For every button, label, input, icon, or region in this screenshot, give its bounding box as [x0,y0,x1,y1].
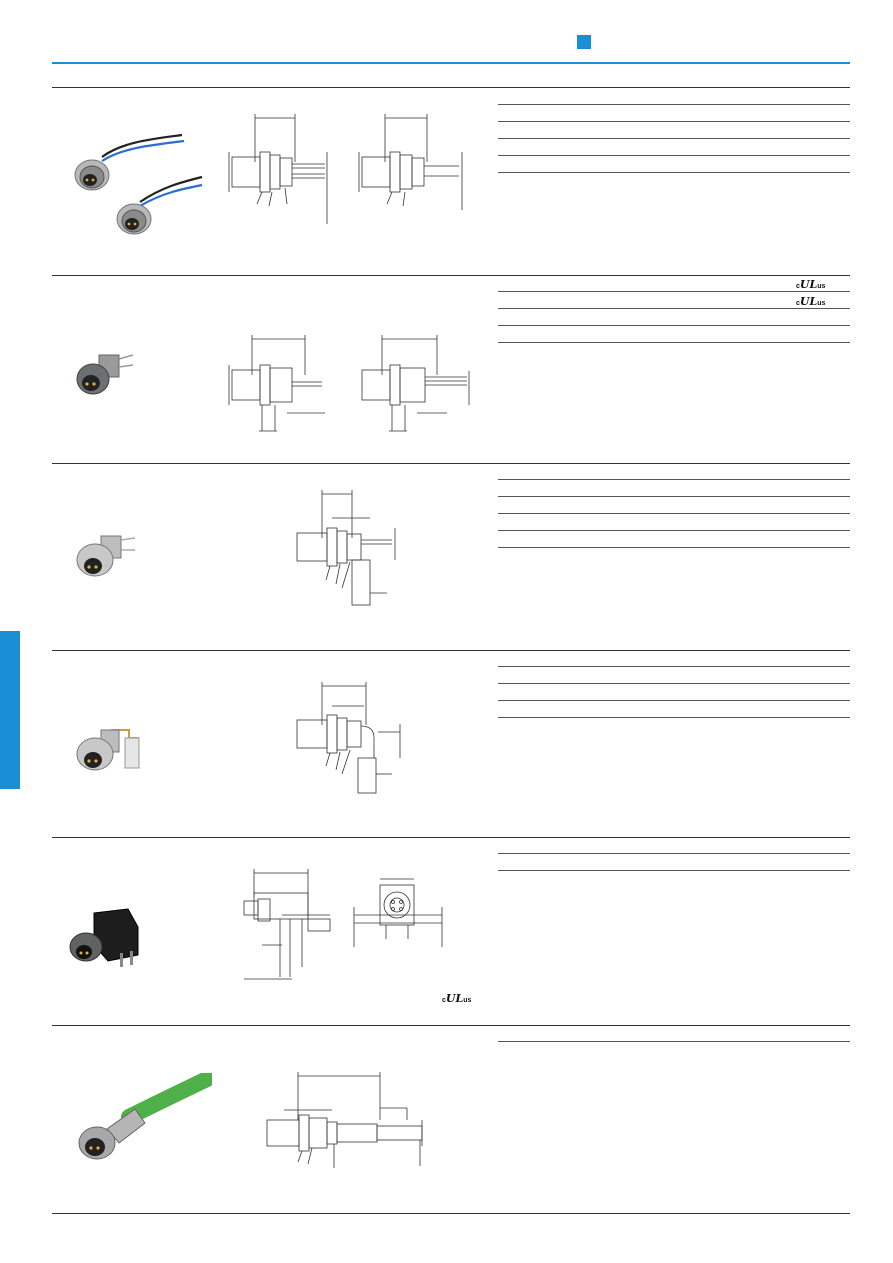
spec-row-line [498,683,850,684]
spec-row-line [498,342,850,343]
spec-row-line [498,121,850,122]
spec-row-line [498,325,850,326]
product-section-3 [52,463,850,651]
spec-row-line [498,853,850,854]
spec-row-line [498,172,850,173]
product-photo [67,528,147,588]
product-section-4 [52,650,850,838]
spec-row-line [498,496,850,497]
spec-row-line [498,700,850,701]
dimension-drawing [292,488,412,613]
product-section-5 [52,837,850,1025]
spec-row-line [498,666,850,667]
dimension-drawing [262,1070,437,1170]
accent-square-icon [577,35,591,49]
ul-certification-icon: cULus [442,992,472,1005]
spec-row-line [498,104,850,105]
product-section-2 [52,275,850,463]
spec-row-line [498,291,850,292]
ul-certification-icon: cULus [796,295,826,308]
product-section-6 [52,1025,850,1213]
section-rule [52,1025,850,1026]
spec-row-line [498,547,850,548]
product-photo [67,1073,212,1173]
dimension-drawing-front [242,867,342,987]
spec-row-line [498,479,850,480]
section-rule [52,275,850,276]
product-photo [62,127,212,247]
spec-row-line [498,1041,850,1042]
product-photo [67,345,147,405]
spec-row-line [498,138,850,139]
product-photo [64,905,154,975]
product-section-1 [52,87,850,275]
section-rule [52,650,850,651]
product-photo [67,720,152,785]
dimension-drawing-front [227,112,337,227]
spec-row-line [498,513,850,514]
spec-row-line [498,530,850,531]
spec-row-line [498,308,850,309]
dimension-drawing-side [352,867,447,957]
dimension-drawing-front [227,335,337,435]
dimension-drawing-side [357,112,472,212]
spec-row-line [498,155,850,156]
spec-row-line [498,717,850,718]
bottom-rule [52,1213,850,1214]
dimension-drawing-side [357,335,477,435]
header-rule [52,62,850,64]
section-rule [52,463,850,464]
section-rule [52,837,850,838]
spec-row-line [498,870,850,871]
dimension-drawing [292,680,412,800]
ul-certification-icon: cULus [796,278,826,291]
side-tab[interactable] [0,631,20,789]
